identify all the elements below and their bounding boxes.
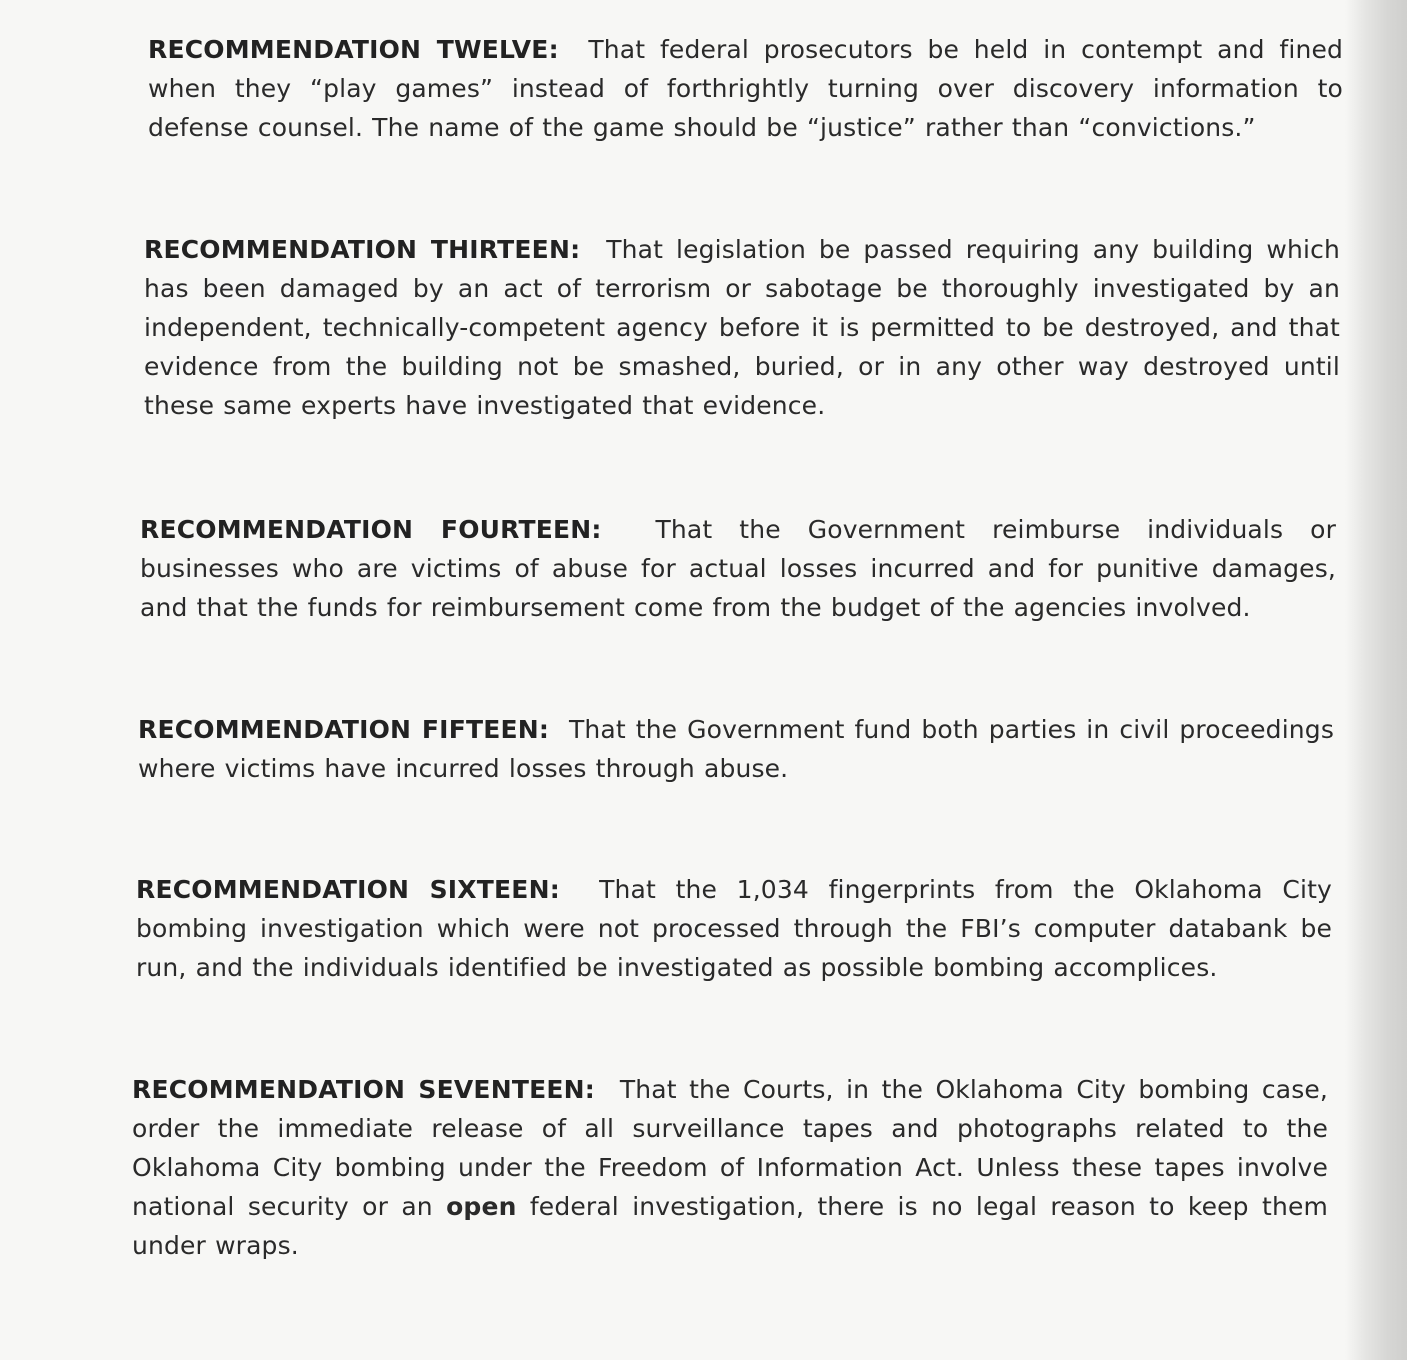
recommendation-heading: RECOMMENDATION TWELVE: <box>148 35 559 64</box>
recommendation-heading: RECOMMENDATION SIXTEEN: <box>136 875 560 904</box>
recommendation-fourteen <box>140 510 1336 627</box>
recommendation-heading: RECOMMENDATION FIFTEEN: <box>138 715 550 744</box>
recommendation-text: That legislation be passed requiring any building which has been damaged by an act of terrorism or sabotage be thoroughly investigated by an independent, technically-competent agency before it is permitted to be destroyed, and that evidence from the building not be smashed, buried, or in any other way destroyed until these same experts have investigated that evidence. <box>144 235 1340 420</box>
page-binding-shadow <box>1345 0 1407 1360</box>
recommendation-sixteen <box>136 870 1332 987</box>
recommendation-text: That federal prosecutors be held in contempt and fined when they “play games” instead of forthrightly turning over discovery information to defense counsel. The name of the game should be “justice” rather than “convictions.” <box>148 35 1343 142</box>
recommendation-twelve <box>148 30 1343 147</box>
recommendation-text: That the Courts, in the Oklahoma City bombing case, order the immediate release of all surveillance tapes and photographs related to the Oklahoma City bombing under the Freedom of Information Act. Unless these tapes involve national security or an <box>132 1075 1329 1221</box>
recommendation-text: That the Government reimburse individuals or businesses who are victims of abuse for actual losses incurred and for punitive damages, and that the funds for reimbursement come from the budget of the agencies involved. <box>140 515 1336 622</box>
emphasized-word: open <box>446 1192 517 1221</box>
recommendation-heading: RECOMMENDATION SEVENTEEN: <box>132 1075 595 1104</box>
recommendation-text-continued: federal investigation, there is no legal reason to keep them under wraps. <box>132 1192 1328 1260</box>
recommendation-text: That the Government fund both parties in civil proceedings where victims have incurred losses through abuse. <box>138 715 1334 783</box>
recommendation-seventeen <box>132 1070 1328 1265</box>
recommendation-heading: RECOMMENDATION FOURTEEN: <box>140 515 602 544</box>
recommendation-thirteen <box>144 230 1340 425</box>
recommendation-text: That the 1,034 fingerprints from the Oklahoma City bombing investigation which were not processed through the FBI’s computer databank be run, and the individuals identified be investigated as possible bombing accomplices. <box>136 875 1332 982</box>
recommendation-heading: RECOMMENDATION THIRTEEN: <box>144 235 581 264</box>
recommendation-fifteen <box>138 710 1334 788</box>
